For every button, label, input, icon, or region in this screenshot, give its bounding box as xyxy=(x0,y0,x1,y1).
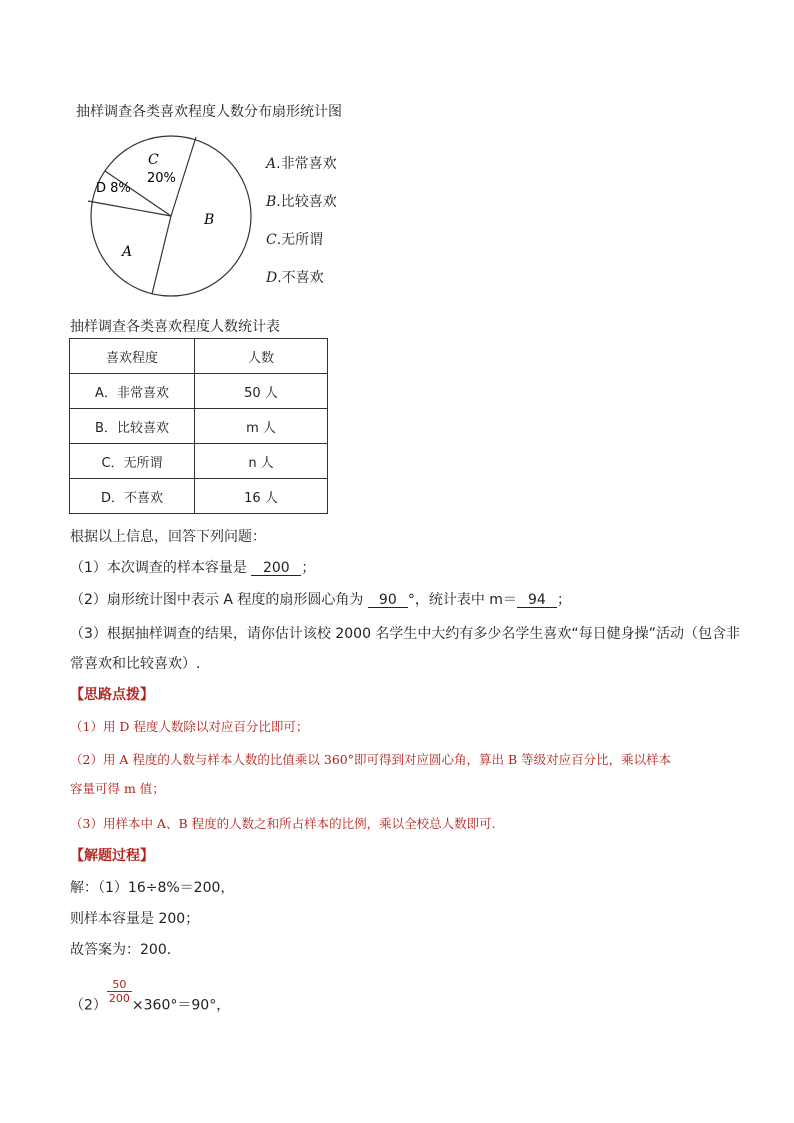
fraction-numerator: 50 xyxy=(107,978,132,992)
table-row xyxy=(70,444,328,479)
q2-text: （2）扇形统计图中表示 A 程度的扇形圆心角为 xyxy=(70,592,368,608)
legend-letter: B xyxy=(266,194,277,210)
stats-table xyxy=(69,338,328,514)
legend-item-b xyxy=(266,191,337,211)
question-2 xyxy=(70,589,571,609)
table-header-count: 人数 xyxy=(195,339,328,374)
legend-text: .非常喜欢 xyxy=(276,156,337,172)
hint-3: （3）用样本中 A、B 程度的人数之和所占样本的比例，乘以全校总人数即可. xyxy=(70,816,496,831)
table-cell-level: A．非常喜欢 xyxy=(70,374,195,409)
legend-text: .不喜欢 xyxy=(277,270,324,286)
legend-letter: A xyxy=(266,156,277,172)
table-cell-count: m 人 xyxy=(195,409,328,444)
hint-2-line2: 容量可得 m 值； xyxy=(70,781,165,796)
q2-answer-m: 94 xyxy=(517,593,557,608)
table-row xyxy=(70,374,328,409)
pie-label-a: A xyxy=(122,244,133,260)
table-cell-count: n 人 xyxy=(195,444,328,479)
legend-letter: C xyxy=(266,232,277,248)
table-row xyxy=(70,409,328,444)
table-row xyxy=(70,479,328,514)
solution-line-4 xyxy=(70,978,230,1015)
solution-line-3: 故答案为：200． xyxy=(70,942,181,958)
pie-label-c-percent: 20% xyxy=(147,171,176,186)
fraction-denominator: 200 xyxy=(108,992,130,1005)
legend-text: .无所谓 xyxy=(276,232,324,248)
hint-2-line1: （2）用 A 程度的人数与样本人数的比值乘以 360°即可得到对应圆心角，算出 B 等级对应百分比，乘以样本 xyxy=(70,752,672,767)
table-header-level: 喜欢程度 xyxy=(70,339,195,374)
table-title: 抽样调查各类喜欢程度人数统计表 xyxy=(70,319,280,335)
table-cell-count: 50 人 xyxy=(195,374,328,409)
q1-answer: 200 xyxy=(251,561,301,576)
solution-line-1: 解：（1）16÷8%＝200， xyxy=(70,880,235,896)
pie-chart-title: 抽样调查各类喜欢程度人数分布扇形统计图 xyxy=(76,104,342,120)
solution-heading: 【解题过程】 xyxy=(70,848,154,864)
q2-end: ； xyxy=(556,592,571,608)
pie-label-c: C xyxy=(148,152,159,168)
legend-letter: D xyxy=(266,270,278,286)
solution-line-4-prefix: （2） xyxy=(70,997,107,1014)
solution-line-4-rest: ×360°＝90°， xyxy=(131,997,231,1014)
table-header-row xyxy=(70,339,328,374)
legend-item-d xyxy=(266,267,324,287)
pie-label-d: D 8% xyxy=(96,181,131,196)
table-cell-level: B．比较喜欢 xyxy=(70,409,195,444)
legend-text: .比较喜欢 xyxy=(276,194,337,210)
table-cell-level: D．不喜欢 xyxy=(70,479,195,514)
legend-item-a xyxy=(266,153,337,173)
q2-answer-angle: 90 xyxy=(368,593,408,608)
hint-heading: 【思路点拨】 xyxy=(70,687,154,703)
pie-label-b: B xyxy=(204,212,215,228)
pie-chart xyxy=(86,131,256,301)
fraction xyxy=(107,978,132,1005)
question-3-line2: 常喜欢和比较喜欢）. xyxy=(70,656,201,672)
question-1 xyxy=(70,557,315,577)
question-intro: 根据以上信息，回答下列问题： xyxy=(70,529,266,545)
legend-item-c xyxy=(266,229,323,249)
q1-end: ； xyxy=(301,560,316,576)
solution-line-2: 则样本容量是 200； xyxy=(70,911,200,927)
q2-mid-text: °，统计表中 m＝ xyxy=(407,592,517,608)
hint-1: （1）用 D 程度人数除以对应百分比即可； xyxy=(70,719,309,734)
question-3-line1: （3）根据抽样调查的结果，请你估计该校 2000 名学生中大约有多少名学生喜欢“每日健身操”活动（包含非 xyxy=(70,626,740,642)
table-cell-count: 16 人 xyxy=(195,479,328,514)
q1-text: （1）本次调查的样本容量是 xyxy=(70,560,252,576)
table-cell-level: C．无所谓 xyxy=(70,444,195,479)
